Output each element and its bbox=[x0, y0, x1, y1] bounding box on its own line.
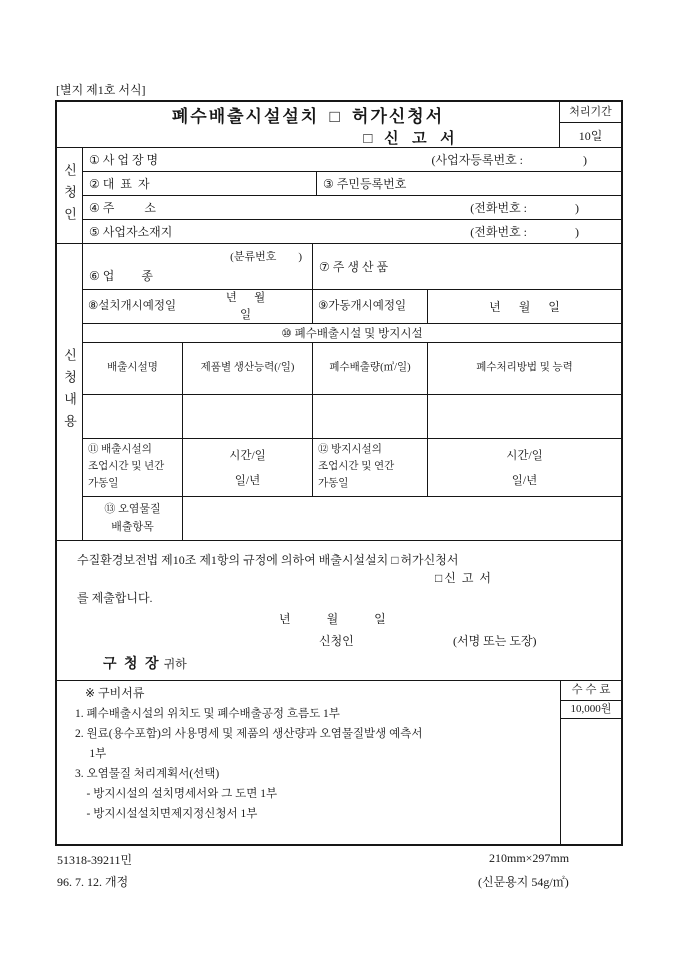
col-discharge-volume: 폐수배출량(㎥/일) bbox=[313, 343, 428, 394]
col-facility-name: 배출시설명 bbox=[83, 343, 183, 394]
facility-table-header bbox=[83, 343, 621, 395]
document-item: 2. 원료(용수포함)의 사용명세 및 제품의 생산량과 오염물질발생 예측서 bbox=[75, 728, 423, 740]
title-option-permit: 허가신청서 bbox=[352, 106, 445, 126]
facility-name-field bbox=[83, 395, 183, 438]
install-date-d: 일 bbox=[239, 308, 252, 321]
treatment-method-field bbox=[428, 395, 621, 438]
col-treatment-method: 폐수처리방법 및 능력 bbox=[476, 362, 573, 374]
declaration-permit-checkbox[interactable]: □ bbox=[391, 553, 399, 567]
main-product-label: ⑦ 주 생 산 품 bbox=[319, 260, 389, 274]
recipient-suffix: 귀하 bbox=[163, 657, 187, 671]
content-rows bbox=[83, 244, 621, 540]
address-phone-note: (전화번호 : ) bbox=[470, 201, 579, 215]
pollutant-field bbox=[183, 497, 621, 540]
representative-label: ② 대 표 자 bbox=[89, 177, 150, 191]
signature-note: (서명 또는 도장) bbox=[453, 634, 537, 648]
business-site-label: ⑤ 사업자소재지 bbox=[89, 225, 173, 239]
documents-header: ※ 구비서류 bbox=[85, 686, 145, 700]
discharge-volume-field bbox=[313, 395, 428, 438]
business-name-row bbox=[83, 148, 621, 172]
declaration-section bbox=[57, 541, 621, 681]
applicant-section bbox=[57, 148, 621, 244]
business-name-label: ① 사 업 장 명 bbox=[89, 153, 159, 167]
prevention-operation-label: ⑫ 방지시설의 조업시간 및 연간 가동일 bbox=[313, 439, 428, 496]
declaration-option-report: 신 고 서 bbox=[444, 571, 492, 585]
start-dates-row bbox=[83, 290, 621, 324]
prevention-hours-per-day: 시간/일 bbox=[506, 450, 543, 463]
processing-period-label: 처리기간 bbox=[560, 102, 621, 123]
fee-empty-cell bbox=[561, 719, 621, 844]
required-documents-section bbox=[57, 681, 621, 844]
form-title-report-line bbox=[157, 127, 659, 148]
submit-line: 를 제출합니다. bbox=[77, 591, 153, 605]
fee-column bbox=[560, 681, 621, 844]
install-date-cell bbox=[83, 290, 313, 323]
operating-hours-row bbox=[83, 439, 621, 497]
applicant-section-label-text: 신청인 bbox=[62, 162, 77, 229]
document-item: 1. 폐수배출시설의 위치도 및 폐수배출공정 흐름도 1부 bbox=[75, 708, 340, 720]
resident-no-label: ③ 주민등록번호 bbox=[323, 177, 407, 191]
declaration-option-permit: 허가신청서 bbox=[400, 553, 459, 567]
representative-row bbox=[83, 172, 621, 196]
title-option-report: 신 고 서 bbox=[384, 130, 457, 147]
content-section-label-text: 신청내용 bbox=[62, 348, 77, 436]
declaration-report-checkbox[interactable]: □ bbox=[435, 571, 443, 585]
business-reg-note: (사업자등록번호 : ) bbox=[431, 153, 587, 167]
form-doc-number: 51318-39211민 bbox=[57, 853, 133, 867]
document-item: - 방지시설의 설치명세서와 그 도면 1부 bbox=[75, 788, 278, 800]
prevention-operation-values bbox=[428, 439, 621, 496]
address-label: ④ 주 소 bbox=[89, 201, 156, 215]
declaration-line2 bbox=[435, 569, 491, 586]
discharge-hours-per-day: 시간/일 bbox=[229, 450, 266, 463]
declaration-date-line: 년 월 일 bbox=[279, 612, 386, 626]
declaration-applicant-label: 신청인 bbox=[319, 634, 354, 648]
prevention-days-per-year: 일/년 bbox=[511, 474, 538, 487]
applicant-rows bbox=[83, 148, 621, 243]
declaration-line1 bbox=[77, 551, 458, 568]
title-cell bbox=[57, 102, 559, 147]
documents-list bbox=[57, 681, 560, 844]
content-section bbox=[57, 244, 621, 541]
industry-row bbox=[83, 244, 621, 290]
class-no-note: (분류번호 ) bbox=[230, 251, 302, 263]
form-title bbox=[57, 102, 559, 127]
representative-cell bbox=[83, 172, 317, 195]
fee-label: 수 수 료 bbox=[561, 681, 621, 701]
pollutant-row bbox=[83, 497, 621, 540]
document-item: - 방지시설설치면제지정신청서 1부 bbox=[75, 808, 258, 820]
applicant-section-label bbox=[57, 148, 83, 243]
install-date-value bbox=[179, 290, 312, 323]
document-item: 3. 오염물질 처리계획서(선택) bbox=[75, 768, 220, 780]
resident-no-cell bbox=[317, 172, 621, 195]
title-row bbox=[57, 102, 621, 148]
discharge-operation-values bbox=[183, 439, 313, 496]
install-date-label: ⑧설치개시예정일 bbox=[88, 299, 177, 312]
site-phone-note: (전화번호 : ) bbox=[470, 225, 579, 239]
facility-empty-row bbox=[83, 395, 621, 439]
content-section-label bbox=[57, 244, 83, 540]
business-site-row bbox=[83, 220, 621, 243]
title-prefix: 폐수배출시설설치 bbox=[171, 106, 320, 126]
declaration-statement: 수질환경보전법 제10조 제1항의 규정에 의하여 배출시설설치 bbox=[77, 553, 389, 567]
operate-date-value: 년 월 일 bbox=[489, 300, 560, 314]
permit-checkbox[interactable]: □ bbox=[329, 106, 342, 126]
pollutant-label: ⑬ 오염물질 배출항목 bbox=[83, 497, 183, 540]
production-capacity-field bbox=[183, 395, 313, 438]
recipient-line bbox=[103, 653, 187, 673]
facility-table-title: ⑩ 폐수배출시설 및 방지시설 bbox=[83, 324, 621, 343]
discharge-operation-label: ⑪ 배출시설의 조업시간 및 년간 가동일 bbox=[83, 439, 183, 496]
form-note: [별지 제1호 서식] bbox=[56, 83, 146, 97]
discharge-days-per-year: 일/년 bbox=[234, 474, 261, 487]
paper-size: 210mm×297mm bbox=[489, 851, 570, 865]
col-production-capacity: 제품별 생산능력(/일) bbox=[183, 343, 313, 394]
recipient-title: 구 청 장 bbox=[103, 657, 161, 672]
industry-label: ⑥ 업 종 bbox=[89, 269, 153, 283]
industry-cell bbox=[83, 244, 313, 289]
processing-period-value: 10일 bbox=[578, 128, 603, 143]
install-date-ym: 년 월 bbox=[225, 292, 266, 305]
revision-date: 96. 7. 12. 개정 bbox=[57, 875, 129, 889]
application-form-table bbox=[55, 100, 623, 846]
operate-date-label: ⑨가동개시예정일 bbox=[313, 290, 428, 323]
paper-spec: (신문용지 54g/㎡) bbox=[478, 875, 569, 889]
document-item: 1부 bbox=[75, 748, 107, 760]
main-product-cell bbox=[313, 244, 621, 289]
address-row bbox=[83, 196, 621, 220]
fee-value: 10,000원 bbox=[561, 701, 621, 719]
report-checkbox[interactable]: □ bbox=[363, 130, 375, 147]
